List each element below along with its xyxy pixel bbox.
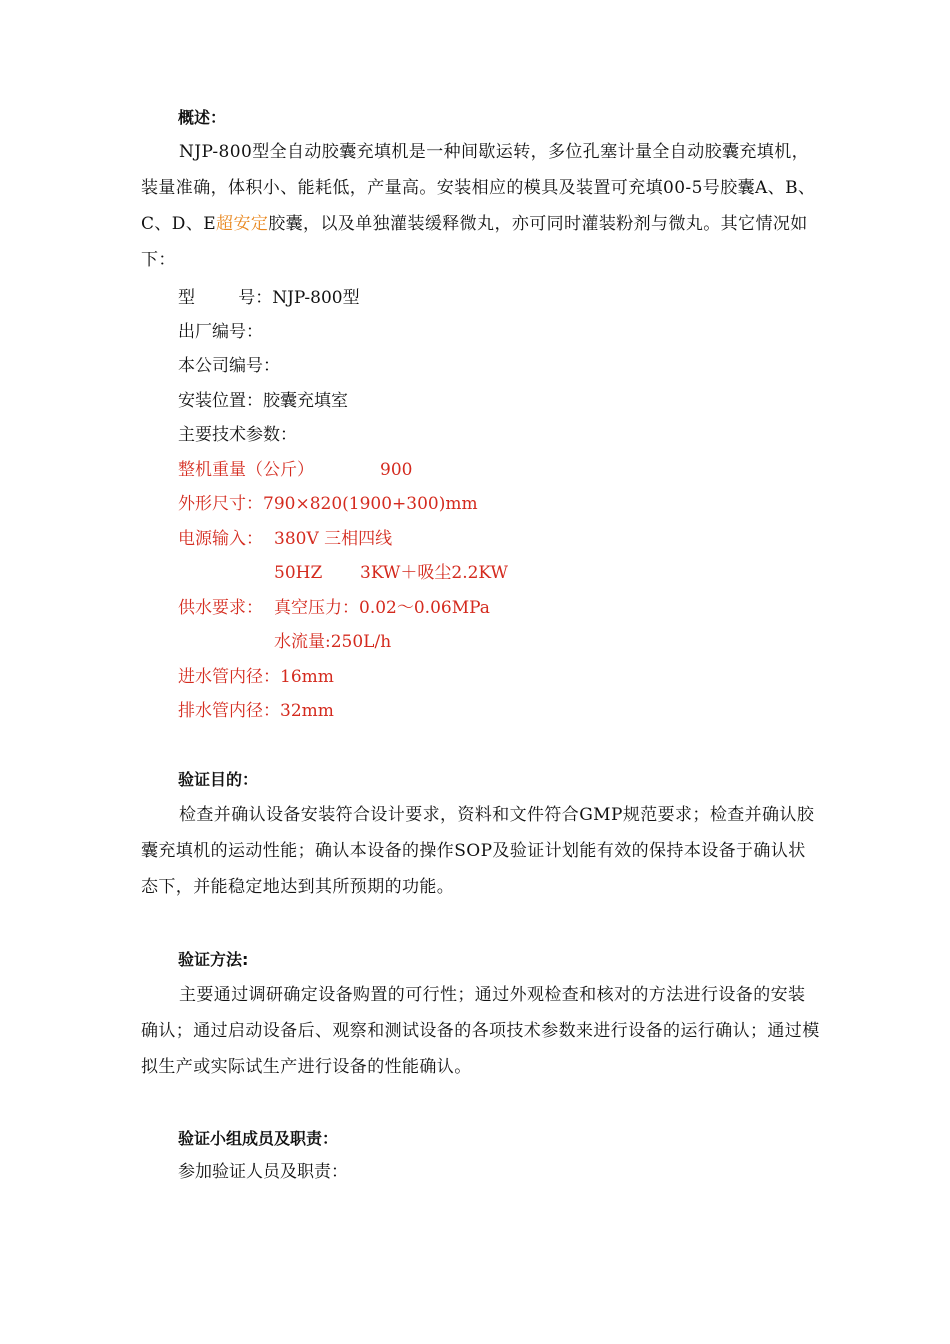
overview-text-highlight: 超安定 [216,214,269,234]
param-water-1: 真空压力：0.02～0.06MPa [274,598,490,618]
param-weight-value: 900 [380,460,413,480]
param-power-2b: 3KW＋吸尘2.2KW [360,563,508,583]
model-line [178,286,360,310]
param-weight-label: 整机重量（公斤） [178,460,314,480]
install-location: 安装位置：胶囊充填室 [178,391,348,411]
overview-text-before: NJP-800型全自动胶囊充填机是一种间歇运转，多位孔塞计量全自动胶囊充填机，装量准确，体积小、能耗低，产量高。安装相应的模具及装置可充填00-5号胶囊A、B、C、D、E [141,142,816,234]
param-power-1: 380V 三相四线 [274,529,393,549]
team-heading: 验证小组成员及职责： [178,1129,339,1148]
param-inlet: 进水管内径：16mm [178,667,334,687]
factory-number: 出厂编号： [178,322,263,342]
param-water-label: 供水要求： [178,598,263,618]
param-power-2a: 50HZ [274,563,323,583]
param-power-label: 电源输入： [178,529,263,549]
method-paragraph: 主要通过调研确定设备购置的可行性；通过外观检查和核对的方法进行设备的安装确认；通过启动设备后、观察和测试设备的各项技术参数来进行设备的运行确认；通过模拟生产或实际试生产进行设备的性能确认。 [141,985,820,1077]
method-heading: 验证方法: [178,950,249,969]
overview-paragraph [141,134,821,278]
model-value: NJP-800型 [272,288,360,308]
param-outlet: 排水管内径：32mm [178,701,334,721]
param-water-2: 水流量:250L/h [274,632,392,652]
params-heading: 主要技术参数： [178,425,297,445]
model-label: 型 号： [178,288,273,308]
purpose-heading: 验证目的： [178,770,259,789]
team-subheading: 参加验证人员及职责： [178,1162,348,1182]
overview-heading: 概述： [178,108,227,127]
company-number: 本公司编号： [178,356,280,376]
param-size: 外形尺寸：790×820(1900+300)mm [178,494,478,514]
purpose-paragraph: 检查并确认设备安装符合设计要求，资料和文件符合GMP规范要求；检查并确认胶囊充填机的运动性能；确认本设备的操作SOP及验证计划能有效的保持本设备于确认状态下，并能稳定地达到其所预期的功能。 [141,805,815,897]
overview-text-after: 胶囊，以及单独灌装缓释微丸，亦可同时灌装粉剂与微丸。其它情况如下： [141,214,808,270]
